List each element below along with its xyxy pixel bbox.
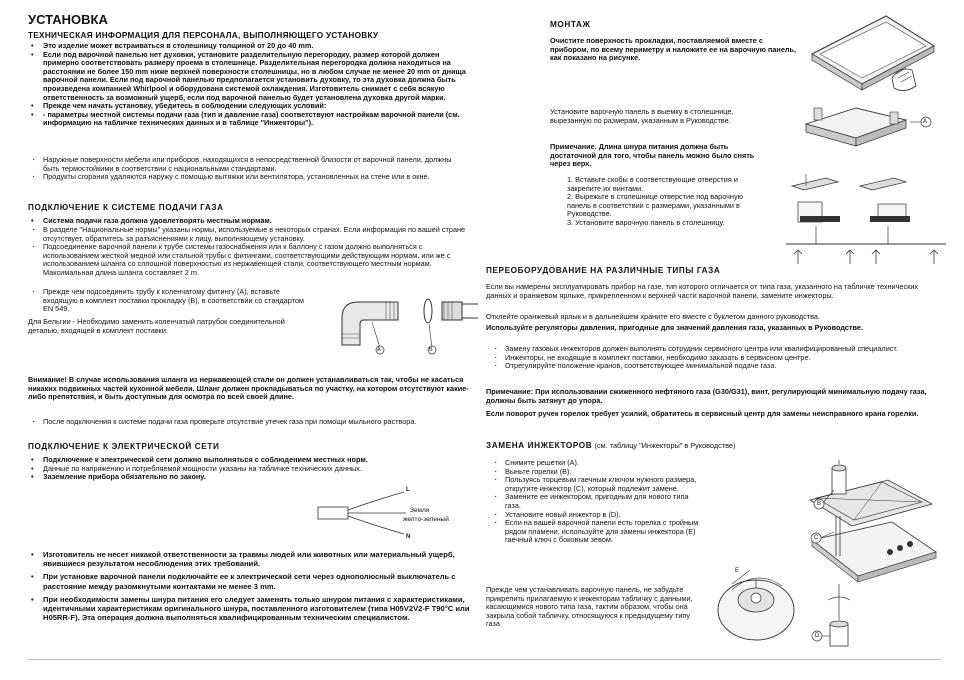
list-item: · После подключения к системе подачи газа проверьте отсутствие утечек газа при помощи мыльного раствора.: [28, 418, 468, 427]
montage-heading: МОНТАЖ: [550, 20, 591, 29]
gas-conversion-effort: Если поворот ручек горелок требует усилий, обратитесь в сервисный центр для замены неисправного крана горелки.: [486, 409, 919, 418]
injector-heading-line: [486, 441, 735, 451]
injector-steps: [490, 459, 704, 545]
callout-b-label: B: [429, 347, 433, 353]
list-item: • Изготовитель не несет никакой ответственности за травмы людей или животных или материальный ущерб, явившиеся результатом несоблюдения этих требований.: [28, 550, 473, 568]
list-item: • При необходимости замены шнура питания его следует заменять только шнуром питания с характеристиками, идентичными характеристикам оригинального шнура, поставленного изготовителем (типа H05V2V2-F T90°C или H05RR-F). Эта операция должна выполняться квалифицированным техническим специалистом.: [28, 595, 473, 623]
electric-connection-heading: ПОДКЛЮЧЕНИЕ К ЭЛЕКТРИЧЕСКОЙ СЕТИ: [28, 442, 220, 451]
list-item: • Подключение к электрической сети должно выполняться с соблюдением местных норм.: [28, 456, 468, 465]
list-item: • При установке варочной панели подключайте ее к электрической сети через однополюсный выключатель с расстояние между разомкнутыми контактами не менее 3 mm.: [28, 572, 473, 590]
liability-list: [28, 550, 473, 622]
list-item: • Данные по напряжению и потребляемой мощности указаны на табличке технических данных.: [28, 465, 468, 474]
list-item: · Наружные поверхности мебели или приборов, находящихся в непосредственной близости от варочной панели, должны быть термостойкими в соответствии с национальными стандартами.: [28, 156, 468, 173]
tech-info-heading: ТЕХНИЧЕСКАЯ ИНФОРМАЦИЯ ДЛЯ ПЕРСОНАЛА, ВЫПОЛНЯЮЩЕГО УСТАНОВКУ: [28, 31, 379, 40]
montage-cord-note: Примечание. Длина шнура питания должна быть достаточной для того, чтобы панель можно было снять через верх.: [550, 142, 755, 169]
list-item: • Прежде чем начать установку, убедитесь в соблюдении следующих условий:: [28, 102, 468, 111]
list-item: • - параметры местной системы подачи газа (тип и давление газа) соответствуют настройкам варочной панели (см. информацию на табличке технических данных и в таблице "Инжекторы").: [28, 111, 468, 128]
list-item: · Снимите решетки (A).: [490, 459, 704, 468]
list-item: · Подсоединение варочной панели к трубе системы газоснабжения или к баллону с газом должно выполняться с использованием жесткой медной или стальной трубы с фитингами, соответствующими действующим нормам, или же с использованием шланга со сплошной поверхностью из нержавеющей стали, соответствующего местным нормам. Максимальная длина шланга составляет 2 m.: [28, 243, 468, 277]
after-connect-note: [28, 418, 468, 427]
list-item: · Продукты сгорания удаляются наружу с помощью вытяжки или вентилятора, установленных на стене или в окне.: [28, 173, 468, 182]
list-item: · Замените ее инжектором, пригодным для нового типа газа.: [490, 493, 704, 510]
gas-conversion-p1: Если вы намерены эксплуатировать прибор на газе, тип которого отличается от типа газа, указанного на табличке технических данных и оранжевом ярлыке, прикрепленном к верхней части варочной панели, замените инжекторы.: [486, 282, 919, 300]
list-item: 1. Вставьте скобы в соответствующие отверстия и закрепите их винтами.: [567, 175, 738, 193]
gas-dots-elbow: [28, 288, 308, 314]
injector-callout-e-label: E: [735, 568, 740, 574]
gas-conversion-note: Примечание: При использовании сжиженного нефтяного газа (G30/G31), винт, регулирующий минимальную подачу газа, должны быть затянут до упора.: [486, 387, 927, 405]
tech-info-list: [28, 42, 468, 128]
injector-heading: ЗАМЕНА ИНЖЕКТОРОВ: [486, 441, 593, 450]
list-item: • Если под варочной панелью нет духовки, установите разделительную перегородку, размер которой должен примерно соответствовать размеру проема в столешнице. Разделительная перегородка должна находиться на расстоянии не более 150 mm ниже верхней поверхности столешницы, но в любом случае не менее 20 mm от днища варочной панели. Если под варочной панелью предполагается установить духовку, то эта духовка должна быть произведена компанией Whirlpool и оборудована системой охлаждения. Изготовитель снимает с себя всякую ответственность за возможный ущерб, если под варочной панелью будет установлена духовка другой марки.: [28, 51, 468, 103]
list-item: · В разделе "Национальные нормы" указаны нормы, используемые в некоторых странах. Если информация по вашей стране отсутствует, обратитесь за разъяснениями к лицу, выполняющему установку.: [28, 226, 468, 243]
wire-l-label: L: [406, 487, 410, 493]
injector-heading-note: (см. таблицу "Инжекторы" в Руководстве): [594, 441, 736, 450]
wire-n-label: N: [406, 534, 411, 540]
injector-final-note: Прежде чем устанавливать варочную панель, не забудьте прикрепить прилагаемую к инжекторам табличку с данными, касающимися нового типа газа, тактим образом, чтобы она закрыла собой табличку, относящуюся к предыдущему типу газа: [486, 585, 693, 629]
wire-ground-label: Земля: [410, 507, 430, 514]
tech-info-dots: [28, 156, 468, 182]
list-item: • Это изделие может встраиваться в столешницу толщиной от 20 до 40 mm.: [28, 42, 468, 51]
hose-warning: Внимание! В случае использования шланга из нержавеющей стали он должен устанавливаться так, чтобы не касаться никаких подвижных частей кухонной мебели. Шланг должен прокладываться по участку, на котором отсутствуют какие-либо препятствия, и быть доступным для осмотра по всей своей длине.: [28, 375, 469, 402]
belgium-note: Для Бельгии - Необходимо заменить коленчатый патрубок соединительной деталью, входящей в комплект поставки.: [28, 317, 285, 335]
page-title: УСТАНОВКА: [28, 12, 108, 27]
list-item: · Если на вашей варочной панели есть горелка с тройным рядом пламени, используйте для замены инжектора (E) гаечный ключ с боковым зевом.: [490, 519, 704, 545]
gas-conversion-p2: Отклейте оранжевый ярлык и в дальнейшем храните его вместе с буклетом данного руководства.: [486, 312, 820, 321]
electric-list: [28, 456, 468, 482]
gas-dots-top: [28, 226, 468, 278]
injector-callout-b-label: B: [817, 501, 822, 507]
montage-steps: [554, 176, 758, 228]
list-item: · Отрегулируйте положение кранов, соответствующее минимальной подаче газа.: [490, 362, 938, 371]
list-item: 3. Установите варочную панель в столешницу.: [567, 217, 725, 227]
list-item: · Пользуясь торцевым гаечным ключом нужного размера, открутите инжектор (C), который подлежит замене.: [490, 476, 704, 493]
bottom-divider: [28, 659, 941, 660]
injector-diagram: [712, 460, 938, 662]
injector-callout-d-label: D: [815, 633, 820, 639]
montage-gasket-text: Очистите поверхность прокладки, поставляемой вместе с прибором, по всему периметру и наложите ее на варочную панель, как показано на рисунке.: [550, 36, 797, 63]
list-item: · Выньте горелки (B).: [490, 468, 704, 477]
bracket-callout-a-label: A: [923, 119, 928, 125]
list-item: · Инжекторы, не входящие в комплект поставки, необходимо заказать в сервисном центре.: [490, 354, 938, 363]
list-item: 2. Вырежьте в столешнице отверстие под варочную панель в соответствии с размерами, указанными в Руководстве.: [567, 192, 744, 219]
bracket-diagram: [786, 104, 946, 270]
gas-conversion-dots: [490, 345, 938, 371]
gas-conversion-heading: ПЕРЕОБОРУДОВАНИЕ НА РАЗЛИЧНЫЕ ТИПЫ ГАЗА: [486, 266, 721, 275]
injector-callout-c-label: C: [814, 535, 819, 541]
list-item: · Прежде чем подсоединить трубу к коленчатому фитингу (A), вставьте входящую в комплект поставки прокладку (B), в соответствии со стандартом EN 549.: [28, 288, 308, 314]
gasket-diagram: [806, 12, 936, 96]
wire-ground-color-label: желто-зеленый: [403, 516, 449, 523]
gas-conversion-p3: Используйте регуляторы давления, пригодные для значений давления газа, указанных в Руководстве.: [486, 323, 863, 332]
montage-install-text: Установите варочную панель в выемку в столешнице, вырезанную по размерам, указанным в Руководстве.: [550, 107, 734, 125]
gas-connection-heading: ПОДКЛЮЧЕНИЕ К СИСТЕМЕ ПОДАЧИ ГАЗА: [28, 203, 224, 212]
list-item: · Замену газовых инжекторов должен выполнять сотрудник сервисного центра или квалифицированный специалист.: [490, 345, 938, 354]
elbow-fitting-diagram: [332, 290, 478, 356]
list-item: · Установите новый инжектор в (D).: [490, 511, 704, 520]
list-item: • Система подачи газа должна удовлетворять местным нормам.: [28, 217, 468, 226]
list-item: • Заземление прибора обязательно по закону.: [28, 473, 468, 482]
callout-a-label: A: [377, 347, 381, 353]
